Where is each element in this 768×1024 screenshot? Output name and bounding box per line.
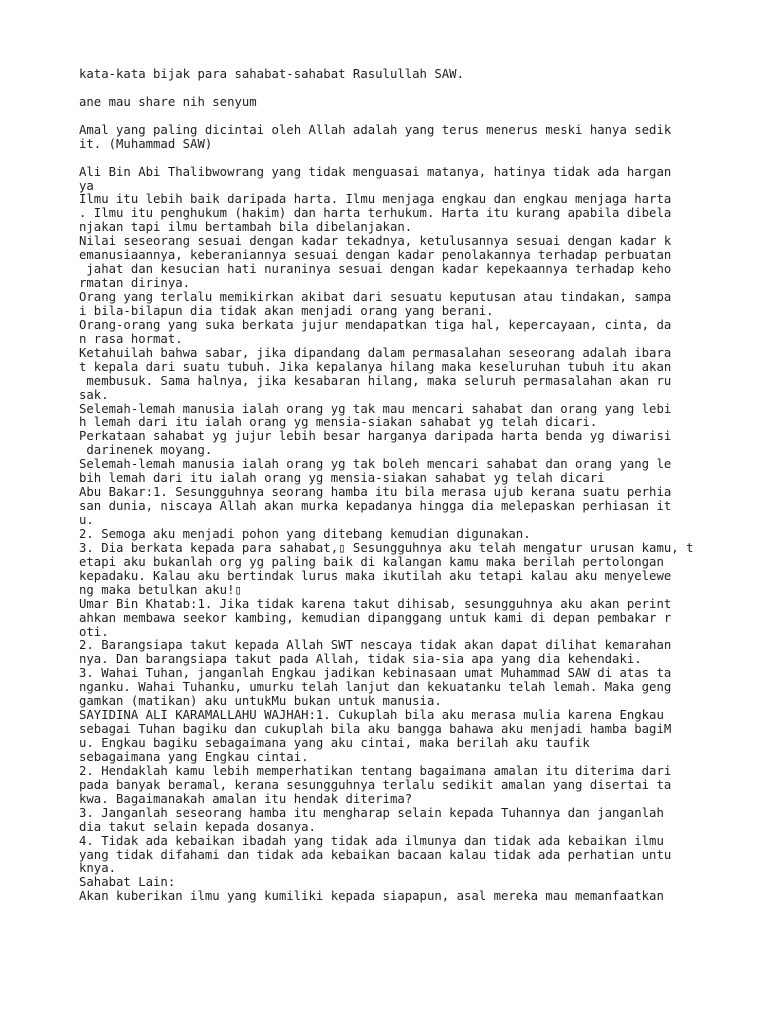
text-line: u. [79,513,94,527]
text-line: Perkataan sahabat yg jujur lebih besar harganya daripada harta benda yg diwarisi [79,429,672,444]
text-line: gamkan (matikan) aku untukMu bukan untuk manusia. [79,694,442,709]
text-line: h lemah dari itu ialah orang yg mensia-siakan sahabat yg telah dicari. [79,415,598,430]
text-line: . Ilmu itu penghukum (hakim) dan harta terhukum. Harta itu kurang apabila dibela [79,206,672,221]
text-line: Amal yang paling dicintai oleh Allah adalah yang terus menerus meski hanya sedik [79,122,672,137]
text-line: 2. Semoga aku menjadi pohon yang ditebang kemudian digunakan. [79,526,531,541]
text-line: Ketahuilah bahwa sabar, jika dipandang dalam permasalahan seseorang adalah ibara [79,345,672,360]
text-line: darinenek moyang. [79,443,213,458]
text-line: Umar Bin Khatab:1. Jika tidak karena takut dihisab, sesungguhnya aku akan perint [79,596,672,611]
text-line: san dunia, niscaya Allah akan murka kepadanya hingga dia melepaskan perhiasan it [79,499,672,514]
text-line: yang tidak difahami dan tidak ada kebaikan bacaan kalau tidak ada perhatian untu [79,847,672,862]
text-line: i bila-bilapun dia tidak akan menjadi orang yang berani. [79,303,494,318]
text-line: jahat dan kesucian hati nuraninya sesuai dengan kadar kepekaannya terhadap keho [79,262,672,277]
text-line: njakan tapi ilmu bertambah bila dibelanjakan. [79,220,413,235]
text-line: SAYIDINA ALI KARAMALLAHU WAJHAH:1. Cukuplah bila aku merasa mulia karena Engkau [79,708,664,723]
text-line: n rasa hormat. [79,331,183,346]
text-line: 2. Hendaklah kamu lebih memperhatikan tentang bagaimana amalan itu diterima dari [79,763,672,778]
text-line: knya. [79,861,117,876]
text-line: bih lemah dari itu ialah orang yg mensia-siakan sahabat yg telah dicari [79,471,605,486]
text-line: ng maka betulkan aku!▯ [79,582,242,597]
text-line: membusuk. Sama halnya, jika kesabaran hilang, maka seluruh permasalahan akan ru [79,373,672,388]
text-line: pada banyak beramal, kerana sesungguhnya terlalu sedikit amalan yang disertai ta [79,777,672,792]
text-line: it. (Muhammad SAW) [79,136,213,151]
text-line: kata-kata bijak para sahabat-sahabat Rasulullah SAW. [79,67,464,81]
text-line: 2. Barangsiapa takut kepada Allah SWT nescaya tidak akan dapat dilihat kemarahan [79,638,672,653]
text-line: 3. Dia berkata kepada para sahabat,▯ Sesungguhnya aku telah mengatur urusan kamu, t [79,540,694,555]
text-line: ya [79,178,94,193]
text-line [79,110,719,124]
text-line: 3. Wahai Tuhan, janganlah Engkau jadikan kebinasaan umat Muhammad SAW di atas ta [79,666,672,681]
text-line: oti. [79,624,109,639]
text-line: Nilai seseorang sesuai dengan kadar tekadnya, ketulusannya sesuai dengan kadar k [79,234,672,249]
text-line: sebagai Tuhan bagiku dan cukuplah bila aku bangga bahawa aku menjadi hamba bagiM [79,722,672,737]
text-line: Orang yang terlalu memikirkan akibat dari sesuatu keputusan atau tindakan, sampa [79,290,672,304]
text-line: Ilmu itu lebih baik daripada harta. Ilmu menjaga engkau dan engkau menjaga harta [79,192,672,207]
text-line: t kepala dari suatu tubuh. Jika kepalanya hilang maka keseluruhan tubuh itu akan [79,359,672,374]
text-line: Abu Bakar:1. Sesungguhnya seorang hamba itu bila merasa ujub kerana suatu perhia [79,485,672,500]
document-text [79,68,719,904]
text-line: kepadaku. Kalau aku bertindak lurus maka ikutilah aku tetapi kalau aku menyelewe [79,568,672,583]
text-line: Selemah-lemah manusia ialah orang yg tak boleh mencari sahabat dan orang yang le [79,457,672,472]
text-line: Sahabat Lain: [79,875,176,890]
text-line: Orang-orang yang suka berkata jujur mendapatkan tiga hal, kepercayaan, cinta, da [79,317,672,332]
text-line: 3. Janganlah seseorang hamba itu mengharap selain kepada Tuhannya dan janganlah [79,805,664,820]
text-line: kwa. Bagaimanakah amalan itu hendak diterima? [79,791,413,806]
text-line: etapi aku bukanlah org yg paling baik di kalangan kamu maka berilah pertolongan [79,554,664,569]
text-line: sebagaimana yang Engkau cintai. [79,749,309,764]
text-line: rmatan dirinya. [79,276,191,291]
text-line: u. Engkau bagiku sebagaimana yang aku cintai, maka berilah aku taufik [79,736,590,750]
text-line [79,152,719,166]
text-line: sak. [79,387,109,402]
text-line: 4. Tidak ada kebaikan ibadah yang tidak ada ilmunya dan tidak ada kebaikan ilmu [79,833,664,848]
text-line: dia takut selain kepada dosanya. [79,819,316,834]
text-line: Ali Bin Abi Thalibwowrang yang tidak menguasai matanya, hatinya tidak ada hargan [79,164,672,179]
text-line: nya. Dan barangsiapa takut pada Allah, tidak sia-sia apa yang dia kehendaki. [79,652,642,667]
text-line: ahkan membawa seekor kambing, kemudian dipanggang untuk kami di depan pembakar r [79,610,672,625]
text-line: emanusiaannya, keberaniannya sesuai dengan kadar penolakannya terhadap perbuatan [79,248,672,263]
text-line [79,82,719,96]
text-line: Akan kuberikan ilmu yang kumiliki kepada siapapun, asal mereka mau memanfaatkan [79,889,664,904]
text-line: nganku. Wahai Tuhanku, umurku telah lanjut dan kekuatanku telah lemah. Maka geng [79,680,672,695]
text-line: Selemah-lemah manusia ialah orang yg tak mau mencari sahabat dan orang yang lebi [79,401,672,416]
text-line: ane mau share nih senyum [79,94,257,109]
